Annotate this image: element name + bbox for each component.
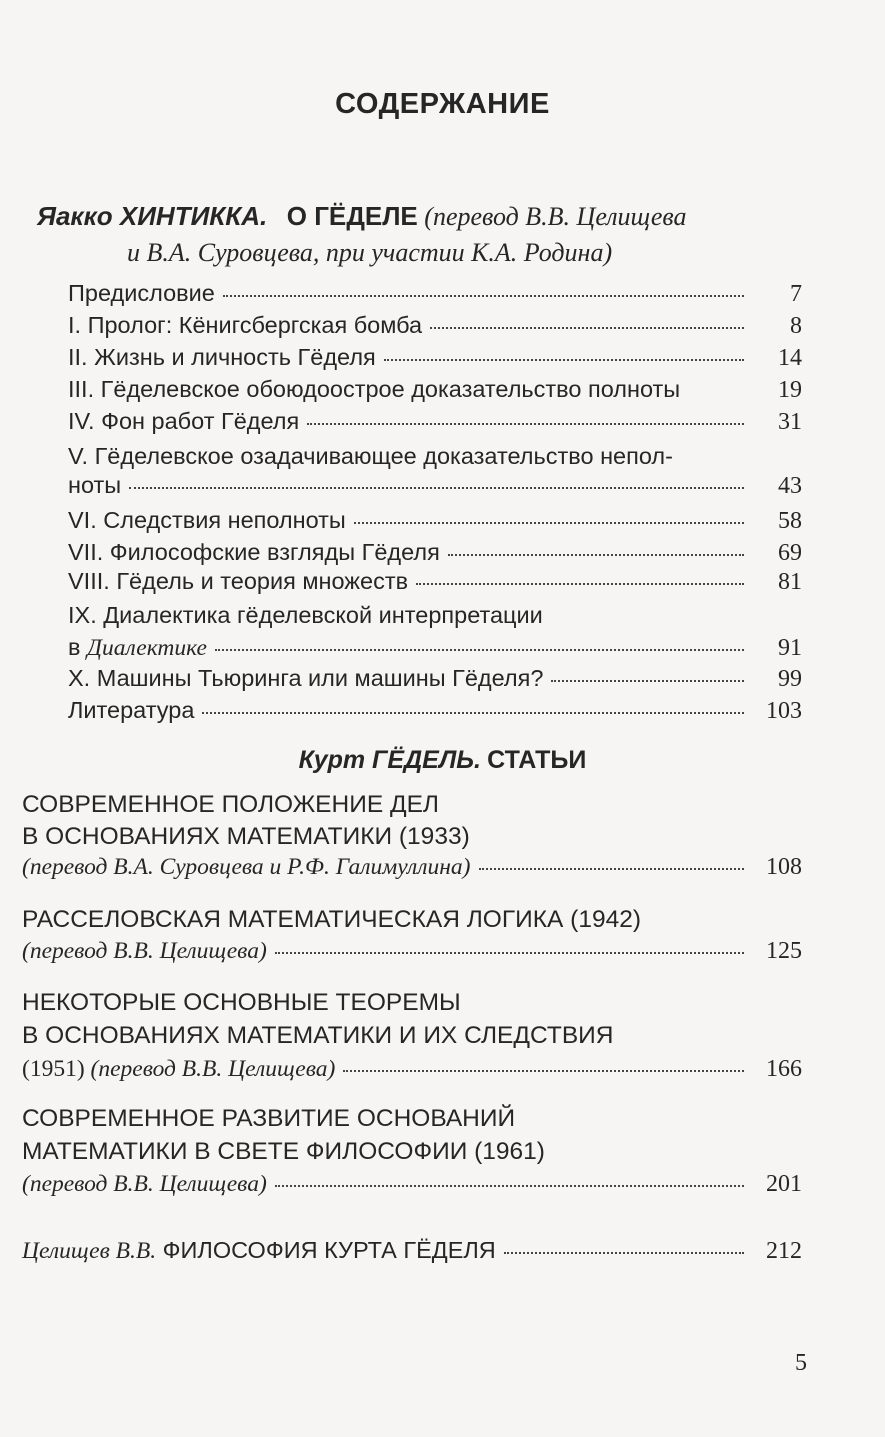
article-title-line[interactable]: В ОСНОВАНИЯХ МАТЕМАТИКИ И ИХ СЛЕДСТВИЯ — [22, 1022, 614, 1049]
essay-author: Целищев В.В. — [22, 1238, 157, 1264]
essay-title: ФИЛОСОФИЯ КУРТА ГЁДЕЛЯ — [162, 1237, 496, 1263]
section1-note-2: и В.А. Суровцева, при участии К.А. Родина) — [127, 238, 613, 267]
toc-entry[interactable]: X. Машины Тьюринга или машины Гёделя? 99 — [68, 665, 802, 692]
toc-entry[interactable]: VI. Следствия неполноты 58 — [68, 507, 802, 534]
toc-entry-line[interactable]: V. Гёделевское озадачивающее доказательство непол- — [68, 443, 673, 469]
page-ref: 108 — [766, 854, 802, 880]
page-ref: 103 — [766, 698, 802, 724]
section1-author: Яакко ХИНТИККА. — [37, 201, 268, 231]
toc-entry[interactable]: Предисловие 7 — [68, 280, 802, 307]
page-ref: 7 — [790, 281, 802, 307]
page-ref: 91 — [778, 635, 802, 661]
toc-entry[interactable]: (1951) (перевод В.В. Целищева) 166 — [22, 1056, 802, 1082]
article-title-line[interactable]: В ОСНОВАНИЯХ МАТЕМАТИКИ (1933) — [22, 823, 470, 850]
page-ref: 201 — [766, 1171, 802, 1197]
page-ref: 43 — [778, 473, 802, 499]
page-ref: 125 — [766, 938, 802, 964]
toc-entry[interactable]: IV. Фон работ Гёделя 31 — [68, 408, 802, 435]
section2-header — [0, 743, 885, 778]
page-ref: 19 — [778, 377, 802, 403]
toc-entry[interactable]: (перевод В.В. Целищева) 125 — [22, 938, 802, 964]
page-ref: 81 — [778, 569, 802, 595]
page-ref: 8 — [790, 313, 802, 339]
toc-entry[interactable]: VIII. Гёдель и теория множеств 81 — [68, 568, 802, 595]
toc-entry[interactable]: III. Гёделевское обоюдоострое доказательство полноты 19 — [68, 376, 802, 403]
toc-entry[interactable]: ноты 43 — [68, 472, 802, 499]
toc-entry-line[interactable]: IX. Диалектика гёделевской интерпретации — [68, 602, 543, 628]
page-ref: 58 — [778, 508, 802, 534]
page-ref: 166 — [766, 1056, 802, 1082]
article-title-line[interactable]: СОВРЕМЕННОЕ ПОЛОЖЕНИЕ ДЕЛ — [22, 791, 439, 818]
toc-entry[interactable]: (перевод В.В. Целищева) 201 — [22, 1171, 802, 1197]
toc-entry[interactable]: в Диалектике 91 — [68, 634, 802, 661]
page-title: СОДЕРЖАНИЕ — [335, 88, 550, 120]
page-ref: 99 — [778, 666, 802, 692]
toc-entry[interactable]: Литература 103 — [68, 697, 802, 724]
page-ref: 31 — [778, 409, 802, 435]
toc-entry-essay[interactable] — [22, 1235, 802, 1265]
toc-entry[interactable]: (перевод В.А. Суровцева и Р.Ф. Галимуллина) 108 — [22, 854, 802, 880]
article-title-line[interactable]: НЕКОТОРЫЕ ОСНОВНЫЕ ТЕОРЕМЫ — [22, 989, 461, 1016]
page-ref: 14 — [778, 345, 802, 371]
article-title-line[interactable]: СОВРЕМЕННОЕ РАЗВИТИЕ ОСНОВАНИЙ — [22, 1105, 516, 1132]
toc-entry[interactable]: I. Пролог: Кёнигсбергская бомба 8 — [68, 312, 802, 339]
article-title-line[interactable]: РАССЕЛОВСКАЯ МАТЕМАТИЧЕСКАЯ ЛОГИКА (1942) — [22, 906, 641, 933]
page-ref: 69 — [778, 540, 802, 566]
section2-title: СТАТЬИ — [487, 746, 587, 774]
page-ref: 212 — [766, 1238, 802, 1264]
page-number: 5 — [795, 1350, 807, 1376]
section2-author: Курт ГЁДЕЛЬ. — [298, 746, 481, 774]
section1-note-1: (перевод В.В. Целищева — [424, 202, 687, 231]
section1-header — [37, 198, 686, 271]
toc-entry[interactable]: VII. Философские взгляды Гёделя 69 — [68, 539, 802, 566]
toc-entry[interactable]: II. Жизнь и личность Гёделя 14 — [68, 344, 802, 371]
section1-title: О ГЁДЕЛЕ — [286, 201, 418, 231]
article-title-line[interactable]: МАТЕМАТИКИ В СВЕТЕ ФИЛОСОФИИ (1961) — [22, 1138, 545, 1165]
